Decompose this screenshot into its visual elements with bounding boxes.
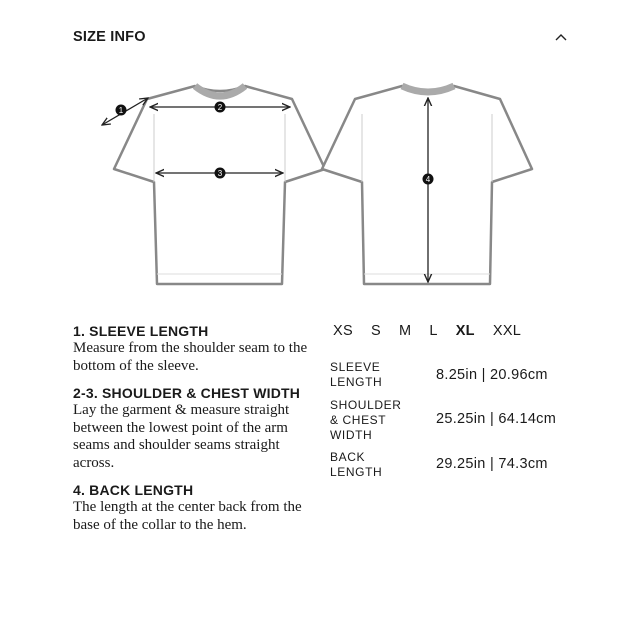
svg-text:2: 2: [217, 103, 223, 112]
size-option-l[interactable]: L: [429, 323, 438, 339]
instruction-title: 4. BACK LENGTH: [73, 482, 194, 498]
svg-text:3: 3: [217, 169, 223, 178]
size-option-xxl[interactable]: XXL: [492, 323, 522, 339]
measurement-label: SHOULDER & CHEST WIDTH: [330, 398, 402, 442]
instruction-shoulder-chest: [73, 385, 323, 472]
instruction-body: The length at the center back from the base of the collar to the hem.: [73, 499, 302, 533]
marker-1: [116, 105, 127, 116]
size-option-s[interactable]: S: [370, 323, 381, 339]
marker-4: [423, 174, 434, 185]
instruction-title: 2-3. SHOULDER & CHEST WIDTH: [73, 385, 301, 401]
measurement-value-back-length: 29.25in | 74.3cm: [436, 456, 548, 472]
instruction-body: Measure from the shoulder seam to the bottom of the sleeve.: [73, 340, 308, 374]
instruction-body: Lay the garment & measure straight between the lowest point of the arm seams and shoulder seams straight across.: [73, 402, 290, 471]
instruction-back-length: [73, 482, 323, 534]
svg-text:1: 1: [118, 106, 124, 115]
size-info-header[interactable]: [73, 27, 568, 47]
measurement-diagram: [92, 74, 552, 294]
marker-2: [215, 102, 226, 113]
instruction-sleeve-length: [73, 323, 323, 375]
front-tshirt: [114, 86, 325, 284]
size-option-m[interactable]: M: [398, 323, 412, 339]
measurement-row-sleeve: [330, 360, 410, 390]
size-option-xl[interactable]: XL: [455, 323, 475, 339]
measurement-row-back-length: [330, 450, 410, 480]
back-tshirt: [322, 86, 532, 284]
svg-text:4: 4: [425, 175, 431, 184]
measurement-value-shoulder-chest: 25.25in | 64.14cm: [436, 411, 557, 427]
measurement-label: SLEEVE LENGTH: [330, 360, 383, 389]
measure-instructions: [73, 323, 323, 544]
chevron-up-icon[interactable]: [554, 30, 568, 44]
measurement-value-sleeve: 8.25in | 20.96cm: [436, 367, 548, 383]
measurement-row-shoulder-chest: [330, 398, 410, 443]
marker-3: [215, 168, 226, 179]
size-option-xs[interactable]: XS: [333, 323, 353, 339]
measurement-label: BACK LENGTH: [330, 450, 383, 479]
size-info-title: SIZE INFO: [73, 29, 146, 45]
size-selector: [333, 323, 539, 339]
instruction-title: 1. SLEEVE LENGTH: [73, 323, 209, 339]
